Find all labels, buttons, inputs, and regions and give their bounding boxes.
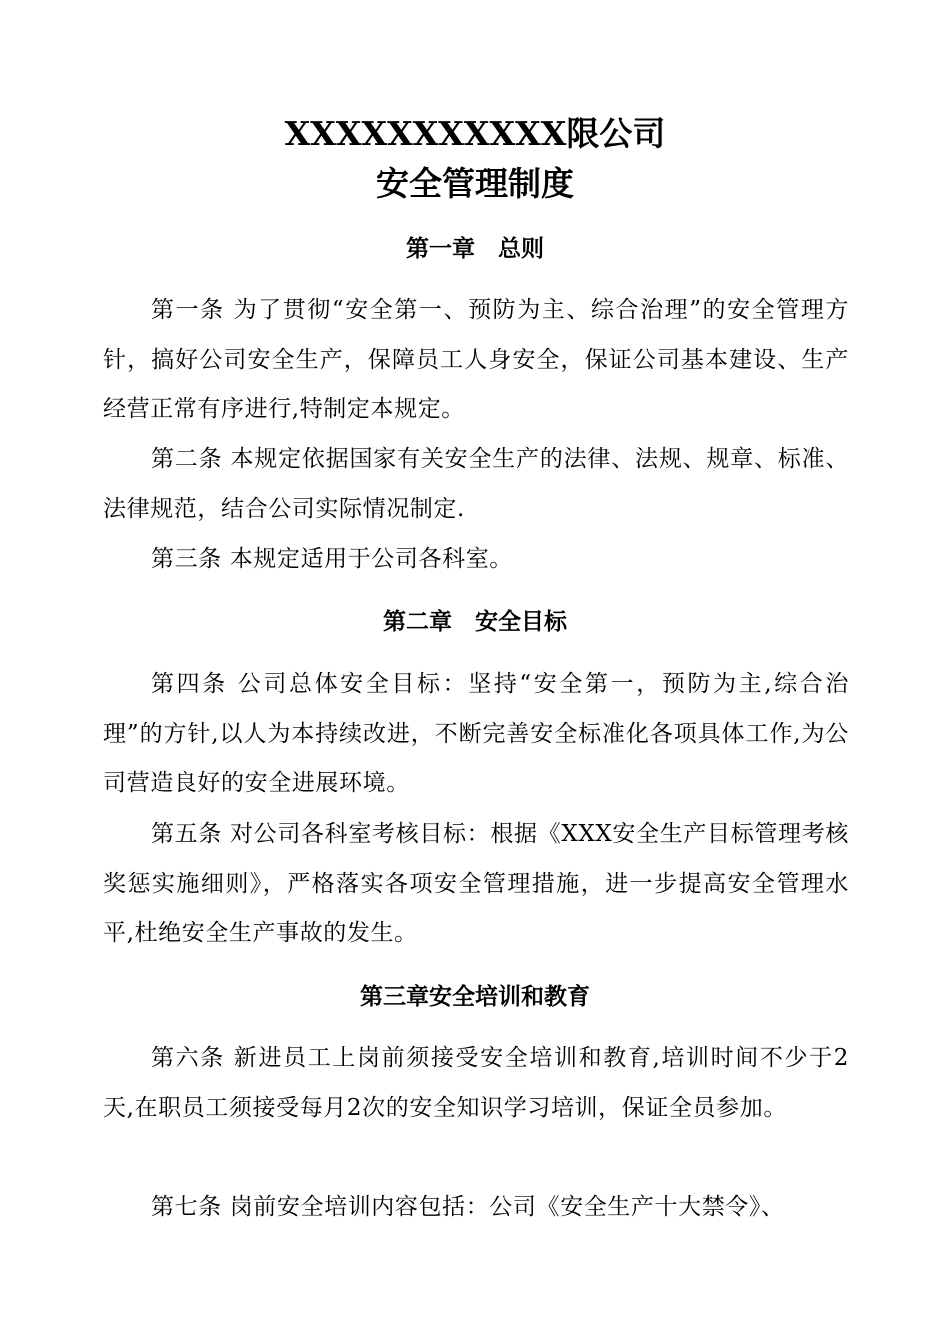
article-3: 第三条 本规定适用于公司各科室。	[151, 546, 513, 572]
chapter-heading-1: 第一章 总则	[406, 236, 544, 262]
chapter-heading-2: 第二章 安全目标	[383, 609, 567, 635]
article-6: 第六条 新进员工上岗前须接受安全培训和教育,培训时间不少于2天,在职员工须接受每月2次的安全知识学习培训，保证全员参加。	[103, 1045, 849, 1121]
article-4: 第四条 公司总体安全目标：坚持“安全第一，预防为主,综合治理”的方针,以人为本持续改进，不断完善安全标准化各项具体工作,为公司营造良好的安全进展环境。	[103, 671, 849, 796]
document-title: 安全管理制度	[376, 164, 574, 203]
article-1: 第一条 为了贯彻“安全第一、预防为主、综合治理”的安全管理方针，搞好公司安全生产，保障员工人身安全，保证公司基本建设、生产经营正常有序进行,特制定本规定。	[103, 297, 849, 422]
article-7: 第七条 岗前安全培训内容包括：公司《安全生产十大禁令》、	[151, 1194, 785, 1220]
article-5: 第五条 对公司各科室考核目标：根据《XXX安全生产目标管理考核奖惩实施细则》，严格落实各项安全管理措施，进一步提高安全管理水平,杜绝安全生产事故的发生。	[103, 821, 849, 946]
chapter-heading-3: 第三章安全培训和教育	[360, 984, 590, 1010]
company-title: XXXXXXXXXXX限公司	[284, 114, 666, 153]
article-2: 第二条 本规定依据国家有关安全生产的法律、法规、规章、标准、法律规范，结合公司实际情况制定.	[103, 446, 849, 522]
